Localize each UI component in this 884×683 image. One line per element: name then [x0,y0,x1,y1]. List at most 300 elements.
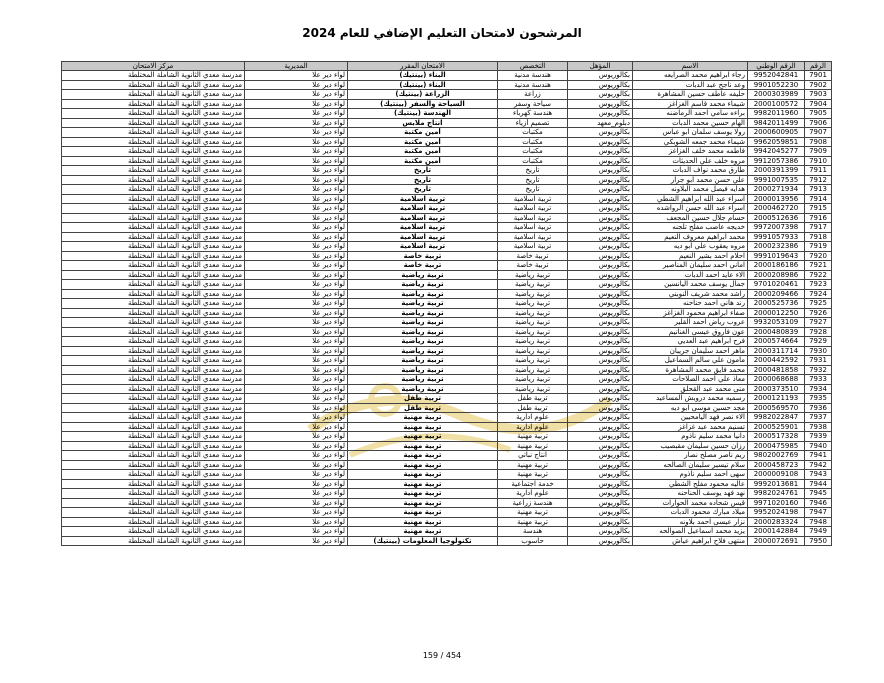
cell-specialty: تربية اسلامية [498,242,568,252]
cell-qualification: بكالوريوس [568,261,633,271]
cell-name: عاليه محمود مفلح الشطي [633,479,748,489]
cell-name: احلام احمد بشير النعيم [633,251,748,261]
cell-num: 7938 [805,422,832,432]
table-row [62,375,832,385]
cell-exam: تربية مهنية [348,432,498,442]
cell-exam: أمين مكتبة [348,137,498,147]
cell-name: معاذ علي احمد الصلاحات [633,375,748,385]
cell-specialty: تاريخ [498,166,568,176]
cell-exam: أمين مكتبة [348,156,498,166]
cell-exam: تربية رياضية [348,384,498,394]
cell-qualification: بكالوريوس [568,460,633,470]
cell-national-id: 9802002769 [748,451,805,461]
table-row [62,403,832,413]
cell-num: 7911 [805,166,832,176]
cell-national-id: 9972007398 [748,223,805,233]
cell-center: مدرسة معدي الثانوية الشاملة المختلطة [62,394,245,404]
cell-qualification: بكالوريوس [568,137,633,147]
cell-directorate: لواء دير علا [245,223,348,233]
cell-name: فرح ابراهيم عبد العديي [633,337,748,347]
cell-specialty: مكتبات [498,147,568,157]
cell-name: اماني احمد سليمان المناصير [633,261,748,271]
cell-national-id: 2000517328 [748,432,805,442]
cell-num: 7919 [805,242,832,252]
cell-name: نزار عيسى احمد بلاونه [633,517,748,527]
cell-center: مدرسة معدي الثانوية الشاملة المختلطة [62,413,245,423]
cell-num: 7901 [805,71,832,81]
cell-national-id: 9982024761 [748,489,805,499]
cell-center: مدرسة معدي الثانوية الشاملة المختلطة [62,109,245,119]
cell-name: وعد ناجح عبد الدبات [633,80,748,90]
cell-national-id: 2000121193 [748,394,805,404]
cell-center: مدرسة معدي الثانوية الشاملة المختلطة [62,90,245,100]
cell-exam: تربية اسلامية [348,213,498,223]
cell-specialty: تربية اسلامية [498,194,568,204]
cell-num: 7928 [805,327,832,337]
cell-national-id: 9982022847 [748,413,805,423]
cell-center: مدرسة معدي الثانوية الشاملة المختلطة [62,460,245,470]
cell-national-id: 9952024198 [748,508,805,518]
cell-directorate: لواء دير علا [245,80,348,90]
table-row [62,432,832,442]
cell-exam: تاريخ [348,185,498,195]
cell-national-id: 2000525736 [748,299,805,309]
cell-qualification: بكالوريوس [568,289,633,299]
cell-specialty: تاريخ [498,175,568,185]
cell-name: رزان حسين سليمان مقبصيب [633,441,748,451]
cell-national-id: 2000480839 [748,327,805,337]
cell-national-id: 2000012250 [748,308,805,318]
cell-center: مدرسة معدي الثانوية الشاملة المختلطة [62,223,245,233]
cell-qualification: بكالوريوس [568,194,633,204]
cell-exam: تربية رياضية [348,375,498,385]
cell-num: 7936 [805,403,832,413]
cell-exam: الهندسة (بينتيك) [348,109,498,119]
cell-center: مدرسة معدي الثانوية الشاملة المختلطة [62,489,245,499]
cell-specialty: تربية مهنية [498,441,568,451]
cell-specialty: تربية اسلامية [498,232,568,242]
cell-center: مدرسة معدي الثانوية الشاملة المختلطة [62,384,245,394]
cell-specialty: تربية طفل [498,403,568,413]
cell-qualification: بكالوريوس [568,489,633,499]
table-row [62,517,832,527]
cell-exam: أمين مكتبة [348,147,498,157]
cell-directorate: لواء دير علا [245,261,348,271]
cell-exam: تربية مهنية [348,498,498,508]
cell-national-id: 2000574664 [748,337,805,347]
cell-name: رند هاني احمد حناحنه [633,299,748,309]
cell-national-id: 2000232386 [748,242,805,252]
cell-name: هدايه فيصل محمد البلاونه [633,185,748,195]
cell-name: منتهى فلاح ابراهيم عياش [633,536,748,546]
cell-exam: تاريخ [348,175,498,185]
table-row [62,394,832,404]
cell-qualification: بكالوريوس [568,337,633,347]
cell-directorate: لواء دير علا [245,498,348,508]
cell-name: صفاء ابراهيم محمود الغزاغز [633,308,748,318]
cell-num: 7909 [805,147,832,157]
cell-num: 7925 [805,299,832,309]
cell-specialty: تربية رياضية [498,356,568,366]
cell-national-id: 2000209466 [748,289,805,299]
cell-name: شيماء محمد قاسم الغزاغز [633,99,748,109]
cell-national-id: 2000283324 [748,517,805,527]
cell-center: مدرسة معدي الثانوية الشاملة المختلطة [62,137,245,147]
cell-qualification: بكالوريوس [568,394,633,404]
cell-exam: تربية طفل [348,403,498,413]
table-row [62,232,832,242]
cell-specialty: تربية رياضية [498,318,568,328]
cell-directorate: لواء دير علا [245,422,348,432]
cell-exam: تربية اسلامية [348,194,498,204]
cell-specialty: تربية اسلامية [498,204,568,214]
table-row [62,498,832,508]
cell-num: 7923 [805,280,832,290]
cell-exam: تربية اسلامية [348,223,498,233]
cell-name: تسنيم محمد عبد غزاغز [633,422,748,432]
cell-directorate: لواء دير علا [245,527,348,537]
cell-exam: تربية رياضية [348,289,498,299]
cell-qualification: بكالوريوس [568,251,633,261]
cell-qualification: دبلوم_معهد [568,118,633,128]
page-number: 159 / 454 [422,651,462,660]
cell-exam: تربية اسلامية [348,204,498,214]
cell-directorate: لواء دير علا [245,204,348,214]
table-row [62,175,832,185]
cell-exam: تربية خاصة [348,261,498,271]
table-row [62,289,832,299]
cell-national-id: 2000475985 [748,441,805,451]
cell-exam: تربية رياضية [348,327,498,337]
cell-center: مدرسة معدي الثانوية الشاملة المختلطة [62,403,245,413]
cell-specialty: تربية رياضية [498,375,568,385]
cell-specialty: تربية طفل [498,394,568,404]
cell-center: مدرسة معدي الثانوية الشاملة المختلطة [62,498,245,508]
cell-national-id: 9991019643 [748,251,805,261]
cell-exam: البناء (بينتيك) [348,80,498,90]
table-row [62,109,832,119]
cell-specialty: تربية مهنية [498,460,568,470]
cell-num: 7922 [805,270,832,280]
cell-name: جمال يوسف محمد اليانسين [633,280,748,290]
cell-num: 7902 [805,80,832,90]
cell-qualification: بكالوريوس [568,185,633,195]
cell-specialty: هندسة كهرباء [498,109,568,119]
cell-national-id: 2000068688 [748,375,805,385]
cell-directorate: لواء دير علا [245,147,348,157]
cell-qualification: بكالوريوس [568,71,633,81]
cell-name: محمد فايق محمد المشاهرة [633,365,748,375]
cell-national-id: 2000186186 [748,261,805,271]
table-row [62,270,832,280]
cell-name: مروه يعقوب علي ابو ديه [633,242,748,252]
cell-exam: البناء (بينتيك) [348,71,498,81]
cell-exam: تربية اسلامية [348,242,498,252]
cell-num: 7930 [805,346,832,356]
cell-national-id: 2000373510 [748,384,805,394]
cell-national-id: 9992013681 [748,479,805,489]
cell-name: دانيا محمد سليم ناذوم [633,432,748,442]
cell-national-id: 9701020461 [748,280,805,290]
cell-num: 7903 [805,90,832,100]
cell-qualification: بكالوريوس [568,156,633,166]
header-national-id: الرقم الوطني [748,62,805,71]
cell-directorate: لواء دير علا [245,517,348,527]
table-row [62,90,832,100]
cell-qualification: بكالوريوس [568,508,633,518]
cell-num: 7926 [805,308,832,318]
table-row [62,337,832,347]
cell-national-id: 2000512636 [748,213,805,223]
cell-directorate: لواء دير علا [245,508,348,518]
cell-national-id: 9942045277 [748,147,805,157]
cell-center: مدرسة معدي الثانوية الشاملة المختلطة [62,270,245,280]
cell-qualification: بكالوريوس [568,80,633,90]
candidates-table [61,61,832,546]
table-row [62,489,832,499]
cell-directorate: لواء دير علا [245,356,348,366]
cell-directorate: لواء دير علا [245,327,348,337]
table-row [62,460,832,470]
cell-exam: تربية رياضية [348,337,498,347]
cell-directorate: لواء دير علا [245,318,348,328]
table-row [62,422,832,432]
cell-name: حسام جلال حسين المجعف [633,213,748,223]
cell-specialty: علوم ادارية [498,413,568,423]
cell-directorate: لواء دير علا [245,118,348,128]
table-row [62,261,832,271]
cell-national-id: 2000391399 [748,166,805,176]
cell-qualification: بكالوريوس [568,517,633,527]
cell-num: 7906 [805,118,832,128]
cell-qualification: بكالوريوس [568,356,633,366]
cell-center: مدرسة معدي الثانوية الشاملة المختلطة [62,327,245,337]
cell-national-id: 2000481858 [748,365,805,375]
cell-specialty: مكتبات [498,137,568,147]
cell-num: 7927 [805,318,832,328]
cell-num: 7916 [805,213,832,223]
cell-exam: تربية رياضية [348,270,498,280]
cell-directorate: لواء دير علا [245,394,348,404]
cell-directorate: لواء دير علا [245,337,348,347]
cell-qualification: بكالوريوس [568,365,633,375]
cell-center: مدرسة معدي الثانوية الشاملة المختلطة [62,451,245,461]
cell-num: 7944 [805,479,832,489]
cell-specialty: خدمة اجتماعية [498,479,568,489]
cell-specialty: تربية مهنية [498,470,568,480]
cell-center: مدرسة معدي الثانوية الشاملة المختلطة [62,251,245,261]
cell-exam: تربية مهنية [348,451,498,461]
table-row [62,280,832,290]
cell-exam: أمين مكتبة [348,128,498,138]
cell-specialty: تربية اسلامية [498,213,568,223]
cell-national-id: 2000458723 [748,460,805,470]
table-row [62,346,832,356]
cell-specialty: تربية اسلامية [498,223,568,233]
cell-directorate: لواء دير علا [245,432,348,442]
cell-qualification: بكالوريوس [568,90,633,100]
table-row [62,80,832,90]
cell-qualification: بكالوريوس [568,346,633,356]
cell-name: رسميه محمد دروبش المساعيد [633,394,748,404]
cell-qualification: بكالوريوس [568,536,633,546]
cell-qualification: بكالوريوس [568,99,633,109]
cell-qualification: بكالوريوس [568,375,633,385]
cell-num: 7935 [805,394,832,404]
cell-directorate: لواء دير علا [245,99,348,109]
cell-center: مدرسة معدي الثانوية الشاملة المختلطة [62,194,245,204]
cell-name: شيماء محمد جمعه الشوبكي [633,137,748,147]
cell-directorate: لواء دير علا [245,308,348,318]
cell-exam: الزراعة (بينتيك) [348,90,498,100]
header-num: الرقم [805,62,832,71]
cell-num: 7917 [805,223,832,233]
table-row [62,71,832,81]
cell-name: حليفه عاطف حسين المشاهرة [633,90,748,100]
cell-center: مدرسة معدي الثانوية الشاملة المختلطة [62,99,245,109]
cell-exam: تربية خاصة [348,251,498,261]
cell-directorate: لواء دير علا [245,280,348,290]
cell-center: مدرسة معدي الثانوية الشاملة المختلطة [62,71,245,81]
cell-num: 7920 [805,251,832,261]
cell-exam: تربية مهنية [348,441,498,451]
cell-national-id: 2000303989 [748,90,805,100]
cell-num: 7924 [805,289,832,299]
cell-exam: تربية رياضية [348,365,498,375]
cell-qualification: بكالوريوس [568,109,633,119]
cell-directorate: لواء دير علا [245,451,348,461]
table-row [62,441,832,451]
cell-center: مدرسة معدي الثانوية الشاملة المختلطة [62,204,245,214]
cell-name: مجد حسين موسى ابو ديه [633,403,748,413]
cell-center: مدرسة معدي الثانوية الشاملة المختلطة [62,128,245,138]
table-row [62,327,832,337]
cell-qualification: بكالوريوس [568,422,633,432]
cell-specialty: تربية مهنية [498,432,568,442]
cell-directorate: لواء دير علا [245,365,348,375]
header-center: مركز الامتحان [62,62,245,71]
table-row [62,118,832,128]
cell-exam: انتاج ملابس [348,118,498,128]
cell-national-id: 9842011499 [748,118,805,128]
cell-national-id: 9982011960 [748,109,805,119]
table-row [62,156,832,166]
cell-directorate: لواء دير علا [245,413,348,423]
cell-name: الاء عايد احمد الدبات [633,270,748,280]
cell-directorate: لواء دير علا [245,270,348,280]
cell-num: 7918 [805,232,832,242]
cell-exam: تربية رياضية [348,346,498,356]
cell-directorate: لواء دير علا [245,536,348,546]
cell-num: 7940 [805,441,832,451]
cell-name: محمد ابراهيم معروف النعيم [633,232,748,242]
cell-name: ميلاد مبارك محمود الدبات [633,508,748,518]
table-row [62,137,832,147]
table-row [62,147,832,157]
cell-qualification: بكالوريوس [568,166,633,176]
cell-num: 7912 [805,175,832,185]
cell-exam: تربية رياضية [348,356,498,366]
cell-name: براءه سامي احمد الرماضنه [633,109,748,119]
cell-specialty: تربية خاصة [498,261,568,271]
cell-exam: تربية مهنية [348,460,498,470]
cell-national-id: 2000311714 [748,346,805,356]
cell-exam: تربية مهنية [348,508,498,518]
cell-qualification: بكالوريوس [568,470,633,480]
cell-num: 7949 [805,527,832,537]
cell-qualification: بكالوريوس [568,128,633,138]
cell-num: 7946 [805,498,832,508]
table-row [62,508,832,518]
cell-num: 7931 [805,356,832,366]
cell-num: 7947 [805,508,832,518]
table-row [62,223,832,233]
cell-name: قيس شحاده محمد الحوارات [633,498,748,508]
cell-center: مدرسة معدي الثانوية الشاملة المختلطة [62,375,245,385]
cell-center: مدرسة معدي الثانوية الشاملة المختلطة [62,422,245,432]
table-row [62,365,832,375]
cell-name: راشد محمد شريف النوبني [633,289,748,299]
cell-specialty: مكتبات [498,128,568,138]
cell-directorate: لواء دير علا [245,470,348,480]
cell-specialty: تربية رياضية [498,308,568,318]
cell-exam: تربية مهنية [348,527,498,537]
cell-national-id: 9991007535 [748,175,805,185]
cell-name: عون فاروق عيسى الغنانيم [633,327,748,337]
cell-specialty: تربية مهنية [498,508,568,518]
cell-qualification: بكالوريوس [568,299,633,309]
cell-qualification: بكالوريوس [568,242,633,252]
cell-num: 7945 [805,489,832,499]
cell-directorate: لواء دير علا [245,137,348,147]
cell-specialty: حاسوب [498,536,568,546]
table-row [62,318,832,328]
table-row [62,356,832,366]
cell-name: طارق محمد نواف الدبات [633,166,748,176]
cell-directorate: لواء دير علا [245,156,348,166]
cell-national-id: 9991057933 [748,232,805,242]
cell-exam: تربية مهنية [348,413,498,423]
cell-num: 7910 [805,156,832,166]
cell-national-id: 2000569570 [748,403,805,413]
cell-directorate: لواء دير علا [245,479,348,489]
cell-qualification: بكالوريوس [568,413,633,423]
cell-name: اسراء عبد الله حسن الرواشده [633,204,748,214]
table-row [62,128,832,138]
cell-qualification: بكالوريوس [568,498,633,508]
cell-center: مدرسة معدي الثانوية الشاملة المختلطة [62,508,245,518]
cell-center: مدرسة معدي الثانوية الشاملة المختلطة [62,289,245,299]
cell-national-id: 2000013956 [748,194,805,204]
cell-name: اسراء عبد الله ابراهيم الشطي [633,194,748,204]
cell-qualification: بكالوريوس [568,441,633,451]
cell-name: مروه خلف علي الحديثات [633,156,748,166]
table-row [62,213,832,223]
cell-specialty: تصميم أزياء [498,118,568,128]
cell-directorate: لواء دير علا [245,71,348,81]
cell-num: 7913 [805,185,832,195]
cell-qualification: بكالوريوس [568,213,633,223]
cell-center: مدرسة معدي الثانوية الشاملة المختلطة [62,365,245,375]
cell-center: مدرسة معدي الثانوية الشاملة المختلطة [62,175,245,185]
cell-name: رولا يوسف سلمان ابو عباس [633,128,748,138]
table-row [62,451,832,461]
cell-num: 7934 [805,384,832,394]
cell-exam: تربية مهنية [348,479,498,489]
cell-center: مدرسة معدي الثانوية الشاملة المختلطة [62,527,245,537]
table-row [62,185,832,195]
cell-directorate: لواء دير علا [245,128,348,138]
